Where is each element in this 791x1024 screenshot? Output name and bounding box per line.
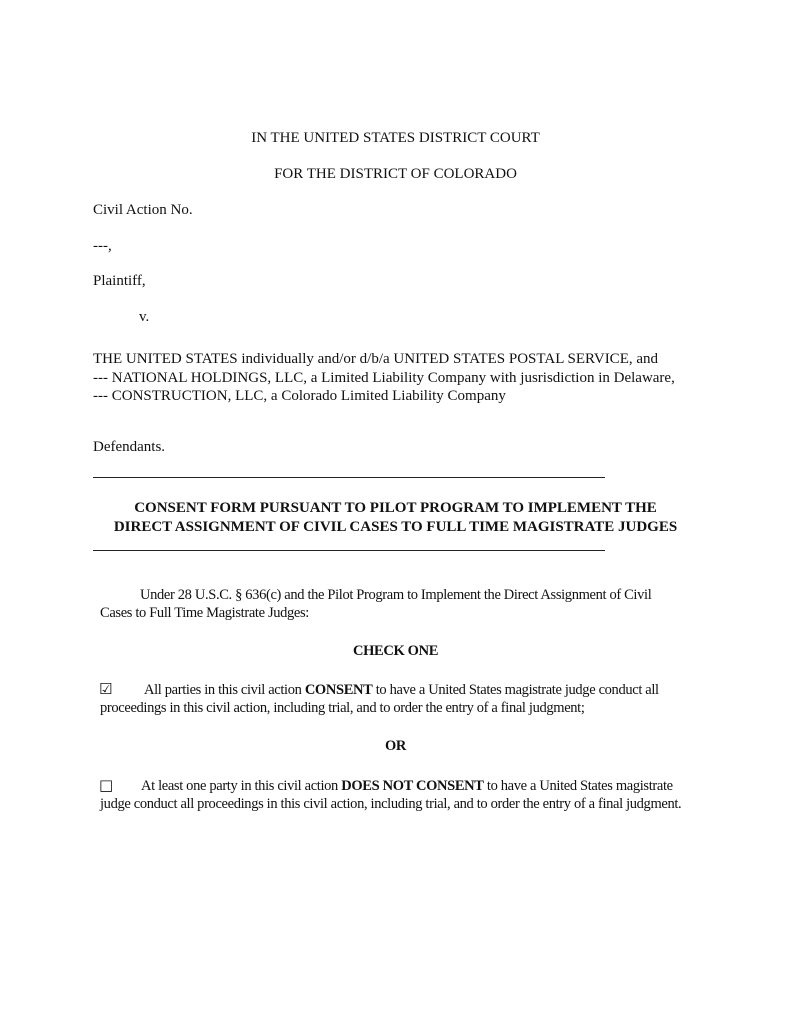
check-one-heading: CHECK ONE — [352, 643, 439, 659]
no-consent-option-lead: At least one party in this civil action — [141, 778, 342, 794]
versus-label: v. — [139, 309, 150, 325]
court-name: IN THE UNITED STATES DISTRICT COURT — [251, 130, 540, 146]
divider-top — [93, 477, 605, 478]
defendant-line: --- NATIONAL HOLDINGS, LLC, a Limited Liability Company with jusrisdiction in Delaware, — [93, 370, 675, 386]
intro-line2: Cases to Full Time Magistrate Judges: — [100, 605, 309, 621]
form-title-line1: CONSENT FORM PURSUANT TO PILOT PROGRAM TO IMPLEMENT THE — [134, 500, 657, 516]
no-consent-option-emphasis: DOES NOT CONSENT — [341, 778, 484, 794]
or-separator: OR — [384, 738, 407, 754]
intro-line1: Under 28 U.S.C. § 636(c) and the Pilot Program to Implement the Direct Assignment of Civil — [140, 587, 652, 603]
consent-option-line2: proceedings in this civil action, including trial, and to order the entry of a final judgment; — [100, 700, 585, 716]
defendant-line: --- CONSTRUCTION, LLC, a Colorado Limited Liability Company — [93, 388, 506, 404]
form-title-line2: DIRECT ASSIGNMENT OF CIVIL CASES TO FULL TIME MAGISTRATE JUDGES — [113, 519, 678, 535]
defendants-label: Defendants. — [93, 439, 166, 455]
no-consent-option-line2: judge conduct all proceedings in this civil action, including trial, and to order the entry of a final judgment. — [100, 796, 682, 812]
consent-option-line1 — [144, 681, 659, 699]
no-consent-checkbox[interactable]: □ — [99, 776, 114, 794]
no-consent-option-trail: to have a United States magistrate — [483, 778, 673, 794]
court-district: FOR THE DISTRICT OF COLORADO — [274, 166, 517, 182]
no-consent-option-line1 — [141, 777, 673, 795]
plaintiff-label: Plaintiff, — [93, 273, 146, 289]
divider-bottom — [93, 550, 605, 551]
consent-option-emphasis: CONSENT — [304, 682, 373, 698]
plaintiff-name: ---, — [93, 238, 112, 254]
civil-action-number: Civil Action No. — [93, 202, 193, 218]
consent-checkbox[interactable]: ☑ — [99, 680, 113, 698]
consent-option-trail: to have a United States magistrate judge conduct all — [372, 682, 659, 698]
defendant-line: THE UNITED STATES individually and/or d/b/a UNITED STATES POSTAL SERVICE, and — [93, 351, 659, 367]
consent-option-lead: All parties in this civil action — [144, 682, 305, 698]
